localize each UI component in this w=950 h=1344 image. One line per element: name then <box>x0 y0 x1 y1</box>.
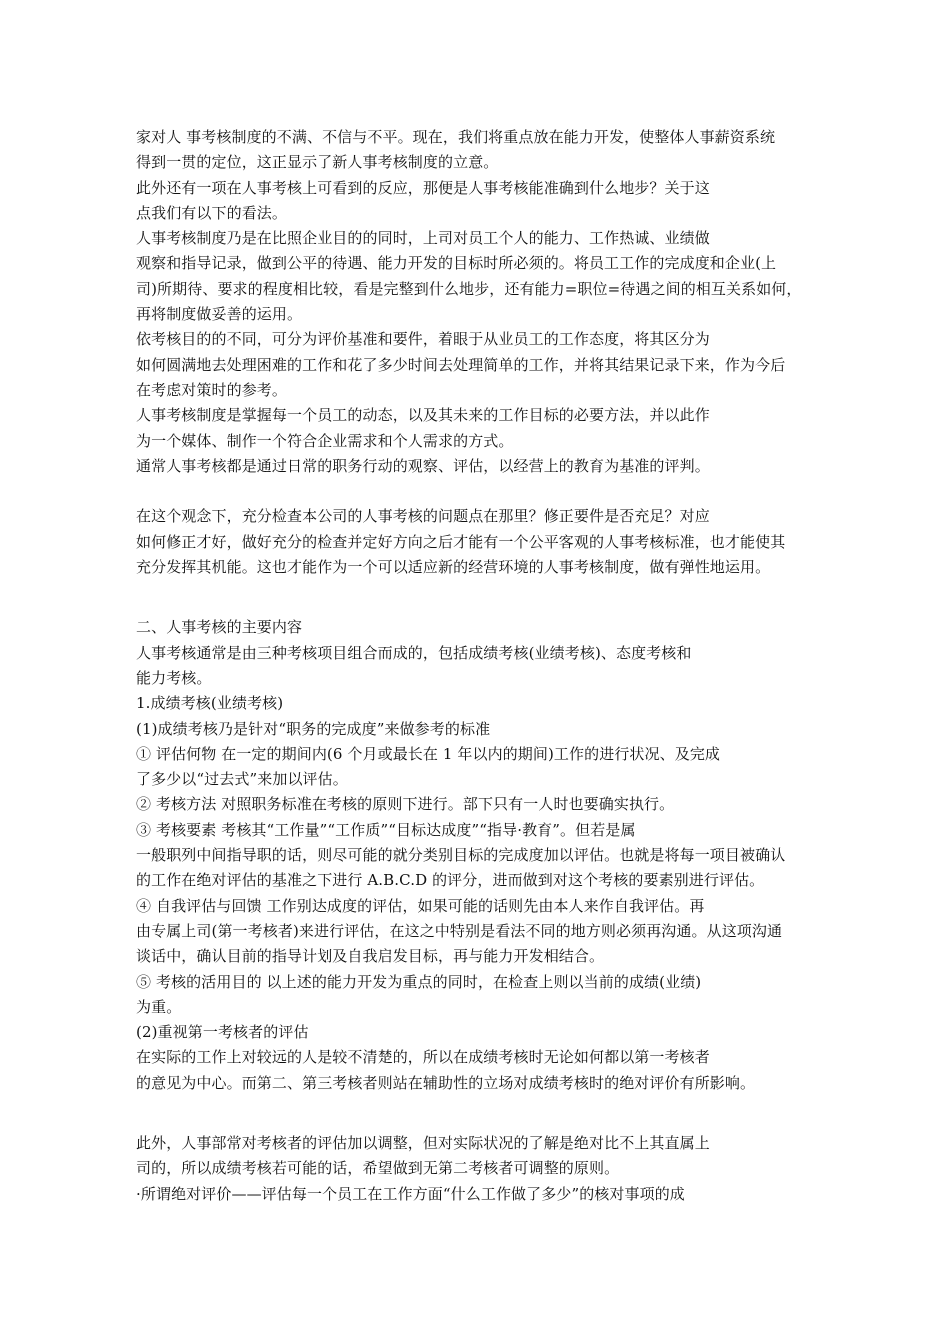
text-line: 由专属上司(第一考核者)来进行评估，在这之中特别是看法不同的地方则必须再沟通。从这项沟通 <box>136 921 783 940</box>
text-line: 人事考核制度是掌握每一个员工的动态，以及其未来的工作目标的必要方法，并以此作 <box>136 406 710 425</box>
text-line: 人事考核制度乃是在比照企业目的的同时，上司对员工个人的能力、工作热诚、业绩做 <box>136 229 710 248</box>
blank-line <box>136 580 876 615</box>
list-item: ④ 自我评估与回馈 工作别达成度的评估，如果可能的话则先由本人来作自我评估。再 <box>136 896 705 915</box>
subsection-heading: 1.成绩考核(业绩考核) <box>136 694 284 713</box>
paragraph-block-1 <box>136 125 876 479</box>
text-line: 再将制度做妥善的运用。 <box>136 305 303 324</box>
text-line: 一般职列中间指导职的话，则尽可能的就分类别目标的完成度加以评估。也就是将每一项目被确认 <box>136 846 786 865</box>
text-line: 司)所期待、要求的程度相比较，看是完整到什么地步，还有能力=职位=待遇之间的相互关系如何， <box>136 279 802 298</box>
text-line: ·所谓绝对评价——评估每一个员工在工作方面“什么工作做了多少”的核对事项的成 <box>136 1184 685 1203</box>
list-item: ⑤ 考核的活用目的 以上述的能力开发为重点的同时，在检查上则以当前的成绩(业绩) <box>136 972 702 991</box>
text-line: 人事考核通常是由三种考核项目组合而成的，包括成绩考核(业绩考核)、态度考核和 <box>136 643 692 662</box>
text-line: 的意见为中心。而第二、第三考核者则站在辅助性的立场对成绩考核时的绝对评价有所影响。 <box>136 1073 756 1092</box>
list-item: ③ 考核要素 考核其“工作量”“工作质”“目标达成度”“指导·教育”。但若是属 <box>136 820 636 839</box>
list-item: ① 评估何物 在一定的期间内(6 个月或最长在 1 年以内的期间)工作的进行状况、及完成 <box>136 744 721 763</box>
text-line: 如何圆满地去处理困难的工作和花了多少时间去处理简单的工作，并将其结果记录下来，作为今后 <box>136 355 786 374</box>
blank-line <box>136 1096 876 1131</box>
blank-line <box>136 479 876 504</box>
text-line: (1)成绩考核乃是针对“职务的完成度”来做参考的标准 <box>136 719 491 738</box>
text-line: (2)重视第一考核者的评估 <box>136 1023 309 1042</box>
text-line: 家对人 事考核制度的不满、不信与不平。现在，我们将重点放在能力开发，使整体人事薪资系统 <box>136 128 776 146</box>
text-line: 观察和指导记录，做到公平的待遇、能力开发的目标时所必须的。将员工工作的完成度和企业(上 <box>136 254 777 273</box>
text-line: 为重。 <box>136 997 182 1016</box>
section-main-content <box>136 615 876 1096</box>
text-line: 点我们有以下的看法。 <box>136 203 288 222</box>
text-line: 得到一贯的定位，这正显示了新人事考核制度的立意。 <box>136 153 499 172</box>
text-line: 为一个媒体、制作一个符合企业需求和个人需求的方式。 <box>136 431 514 450</box>
text-line: 在实际的工作上对较远的人是较不清楚的，所以在成绩考核时无论如何都以第一考核者 <box>136 1048 710 1067</box>
text-line: 此外还有一项在人事考核上可看到的反应，那便是人事考核能准确到什么地步？关于这 <box>136 178 710 197</box>
text-line: 如何修正才好，做好充分的检查并定好方向之后才能有一个公平客观的人事考核标准，也才能使其 <box>136 532 786 551</box>
text-line: 的工作在绝对评估的基准之下进行 A.B.C.D 的评分，进而做到对这个考核的要素别进行评估。 <box>136 871 765 890</box>
text-line: 此外，人事部常对考核者的评估加以调整，但对实际状况的了解是绝对比不上其直属上 <box>136 1133 710 1152</box>
list-item: ② 考核方法 对照职务标准在考核的原则下进行。部下只有一人时也要确实执行。 <box>136 795 675 814</box>
text-line: 了多少以“过去式”来加以评估。 <box>136 770 348 789</box>
text-line: 能力考核。 <box>136 668 212 687</box>
text-line: 依考核目的的不同，可分为评价基准和要件，着眼于从业员工的工作态度，将其区分为 <box>136 330 710 349</box>
document-body <box>136 125 876 1207</box>
paragraph-block-4 <box>136 1131 876 1207</box>
paragraph-block-2 <box>136 504 876 580</box>
text-line: 司的，所以成绩考核若可能的话，希望做到无第二考核者可调整的原则。 <box>136 1159 620 1178</box>
text-line: 谈话中，确认目前的指导计划及自我启发目标，再与能力开发相结合。 <box>136 947 605 966</box>
text-line: 在这个观念下，充分检查本公司的人事考核的问题点在那里？修正要件是否充足？对应 <box>136 507 710 526</box>
text-line: 充分发挥其机能。这也才能作为一个可以适应新的经营环境的人事考核制度，做有弹性地运用。 <box>136 558 771 577</box>
text-line: 在考虑对策时的参考。 <box>136 380 288 399</box>
section-heading: 二、人事考核的主要内容 <box>136 618 303 637</box>
text-line: 通常人事考核都是通过日常的职务行动的观察、评估，以经营上的教育为基准的评判。 <box>136 456 710 475</box>
